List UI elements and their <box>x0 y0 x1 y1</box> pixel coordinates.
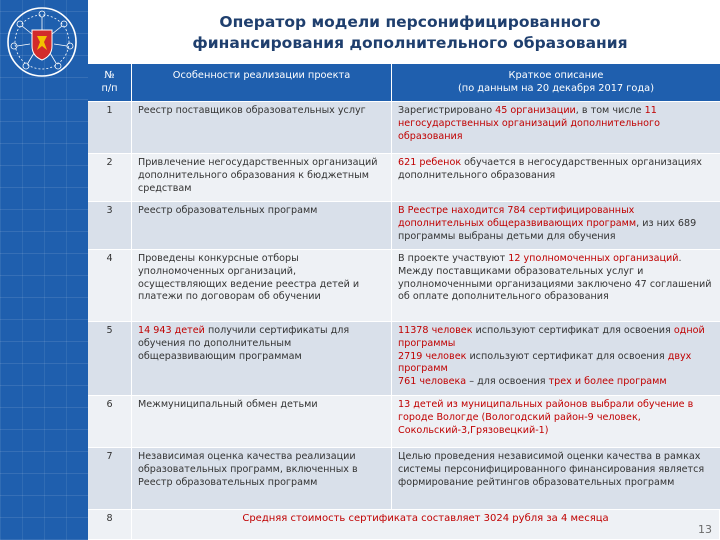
row-description <box>392 396 720 447</box>
table-row-summary <box>88 510 720 540</box>
row-feature: Независимая оценка качества реализации образовательных программ, включенных в Реестр образовательных программ <box>132 448 392 509</box>
summary-text: Средняя стоимость сертификата составляет 3024 рубля за 4 месяца <box>132 510 720 539</box>
highlighted-text: 12 уполномоченных организаций <box>508 253 679 264</box>
row-number: 6 <box>88 396 132 447</box>
text-span: В проекте участвуют <box>398 253 509 264</box>
text-span: . Между поставщиками образовательных услуг и уполномоченными организациями заключено 47 соглашений об оплате дополнительного образования <box>398 253 712 303</box>
highlighted-text: 2719 человек <box>398 350 467 362</box>
highlighted-text: 45 организации <box>495 105 576 116</box>
highlighted-text: 14 943 детей <box>138 325 205 336</box>
title-line-2: финансирования дополнительного образования <box>192 34 628 52</box>
table-row <box>88 448 720 510</box>
row-description <box>392 448 720 509</box>
text-span: – для освоения <box>466 376 549 388</box>
highlighted-text: 11378 человек <box>398 325 473 336</box>
description-line <box>398 351 714 377</box>
row-feature: Проведены конкурсные отборы уполномоченных организаций, осуществляющих ведение реестра детей и платежи по договорам об обучении <box>132 250 392 321</box>
highlighted-text: 621 ребенок <box>398 157 462 168</box>
description-line <box>398 325 714 351</box>
header-number-line2: п/п <box>101 82 118 94</box>
text-span: Зарегистрировано <box>398 105 496 116</box>
highlighted-text: двух программ <box>398 350 692 375</box>
description-line <box>398 376 714 389</box>
text-span: обучается в негосударственных организациях дополнительного образования <box>398 157 702 181</box>
row-feature: Реестр образовательных программ <box>132 202 392 249</box>
header-description-line1: Краткое описание <box>508 70 604 81</box>
row-number: 4 <box>88 250 132 321</box>
table-row <box>88 250 720 322</box>
header-description <box>392 64 720 101</box>
coat-of-arms-emblem-icon <box>6 6 78 78</box>
header-number <box>88 64 132 101</box>
highlighted-text: В Реестре находится 784 сертифицированных дополнительных общеразвивающих программ <box>398 205 637 229</box>
title-line-1: Оператор модели персонифицированного <box>219 13 601 31</box>
table-row <box>88 102 720 154</box>
row-feature <box>132 322 392 395</box>
row-feature: Привлечение негосударственных организаций дополнительного образования к бюджетным средствам <box>132 154 392 201</box>
table-row <box>88 322 720 396</box>
text-span: , из них 689 программы выбраны детьми для обучения <box>398 217 697 242</box>
row-description <box>392 202 720 249</box>
row-description <box>392 250 720 321</box>
text-span: получили сертификаты для обучения по дополнительным общеразвивающим программам <box>138 325 350 362</box>
table-row <box>88 396 720 448</box>
header-feature: Особенности реализации проекта <box>132 64 392 101</box>
highlighted-text: трех и более программ <box>548 376 667 388</box>
text-span: используют сертификат для освоения <box>466 350 668 362</box>
highlighted-text: одной программы <box>398 325 705 349</box>
highlighted-text: 13 детей из муниципальных районов выбрали обучение в городе Вологде (Вологодский район-9 человек, Сокольский-3,Грязовецкий-1) <box>398 399 694 436</box>
row-number: 1 <box>88 102 132 153</box>
text-span: , в том числе <box>575 105 645 116</box>
table-header-row <box>88 64 720 102</box>
row-number: 7 <box>88 448 132 509</box>
row-description <box>392 102 720 153</box>
row-number: 8 <box>88 510 132 539</box>
row-number: 5 <box>88 322 132 395</box>
row-number: 3 <box>88 202 132 249</box>
row-description <box>392 322 720 395</box>
text-span: Целью проведения независимой оценки качества в рамках системы персонифицированного финансирования является формирование рейтингов образовательных программ <box>398 451 705 488</box>
page-number: 13 <box>698 523 712 536</box>
row-description <box>392 154 720 201</box>
left-decorative-band <box>0 0 88 540</box>
row-feature: Реестр поставщиков образовательных услуг <box>132 102 392 153</box>
band-pattern <box>0 0 88 540</box>
row-feature: Межмуниципальный обмен детьми <box>132 396 392 447</box>
highlighted-text: 11 негосударственных организаций дополнительного образования <box>398 105 660 142</box>
table-row <box>88 202 720 250</box>
table-row <box>88 154 720 202</box>
row-number: 2 <box>88 154 132 201</box>
text-span: используют сертификат для освоения <box>472 325 674 336</box>
header-description-line2: (по данным на 20 декабря 2017 года) <box>457 82 655 94</box>
features-table <box>88 64 720 540</box>
header-number-line1: № <box>104 70 115 81</box>
page-title <box>110 12 710 54</box>
highlighted-text: 761 человека <box>398 376 467 388</box>
